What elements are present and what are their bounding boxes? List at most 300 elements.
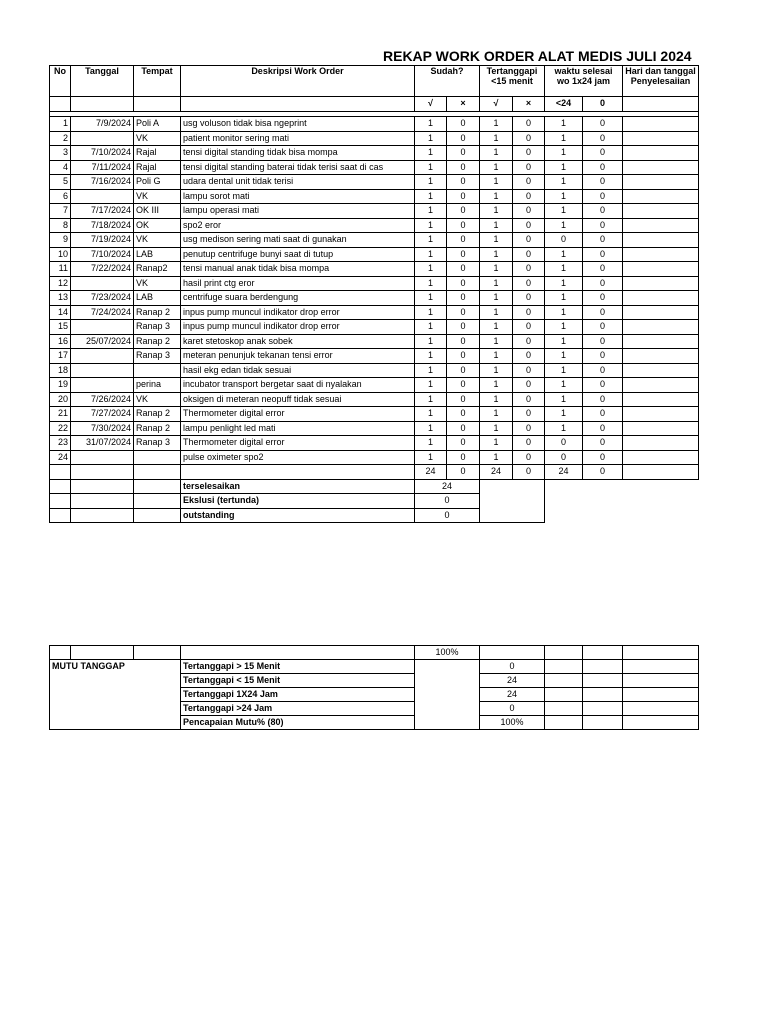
cell-tanggal: 7/30/2024 [71,421,134,436]
cell-waktu-zero: 0 [583,218,623,233]
cell-deskripsi: incubator transport bergetar saat di nyalakan [181,378,415,393]
cell-tertanggapi-check: 1 [480,262,513,277]
cell-tertanggapi-check: 1 [480,363,513,378]
cell-waktu-zero: 0 [583,189,623,204]
total-tertanggapi-check: 24 [480,465,513,480]
cell-tempat: LAB [134,247,181,262]
cell-tertanggapi-check: 1 [480,421,513,436]
cell-tertanggapi-check: 1 [480,131,513,146]
cell-tertanggapi-cross: 0 [513,160,545,175]
cell-tanggal [71,189,134,204]
cell-tempat: Ranap 2 [134,421,181,436]
cell-no: 16 [50,334,71,349]
cell-hari-tanggal [623,436,699,451]
cell-waktu-zero: 0 [583,320,623,335]
subheader-lt24: <24 [545,97,583,112]
cell-deskripsi: usg medison sering mati saat di gunakan [181,233,415,248]
cell-tanggal: 7/17/2024 [71,204,134,219]
cell-sudah-cross: 0 [447,320,480,335]
mutu-table [49,645,699,730]
cell-waktu-zero: 0 [583,407,623,422]
cell-tertanggapi-check: 1 [480,436,513,451]
table-row [50,378,699,393]
cell-sudah-check: 1 [415,262,447,277]
cell-tanggal: 7/11/2024 [71,160,134,175]
cell-no: 2 [50,131,71,146]
cell-tempat: VK [134,131,181,146]
cell-tertanggapi-cross: 0 [513,131,545,146]
cell-tanggal: 7/26/2024 [71,392,134,407]
cell-hari-tanggal [623,160,699,175]
summary-label: terselesaikan [181,479,415,494]
cell-waktu-lt24: 0 [545,233,583,248]
subheader-blank [71,97,134,112]
cell-deskripsi: spo2 eror [181,218,415,233]
table-row [50,218,699,233]
cell-waktu-zero: 0 [583,131,623,146]
cell-tertanggapi-check: 1 [480,305,513,320]
cell-sudah-cross: 0 [447,175,480,190]
header-hari-tanggal [623,66,699,97]
subheader-check: √ [480,97,513,112]
cell-no: 5 [50,175,71,190]
cell-tertanggapi-cross: 0 [513,291,545,306]
header-waktu-selesai [545,66,623,97]
cell-tertanggapi-cross: 0 [513,378,545,393]
cell-tempat: Rajal [134,160,181,175]
cell-tertanggapi-check: 1 [480,407,513,422]
cell-tertanggapi-check: 1 [480,291,513,306]
cell-tertanggapi-cross: 0 [513,117,545,132]
cell-tertanggapi-check: 1 [480,378,513,393]
cell-waktu-zero: 0 [583,363,623,378]
cell-tanggal [71,349,134,364]
summary-value: 0 [415,494,480,509]
cell-hari-tanggal [623,189,699,204]
cell-waktu-lt24: 1 [545,276,583,291]
cell-tertanggapi-check: 1 [480,175,513,190]
header-tertanggapi-line1: Tertanggapi [486,66,538,76]
mutu-row-value: 0 [480,702,545,716]
cell-no: 13 [50,291,71,306]
cell-no: 4 [50,160,71,175]
cell-waktu-zero: 0 [583,262,623,277]
total-waktu-lt24: 24 [545,465,583,480]
cell-deskripsi: Thermometer digital error [181,407,415,422]
mutu-label: MUTU TANGGAP [50,660,181,730]
summary-value: 0 [415,508,480,523]
cell-sudah-cross: 0 [447,305,480,320]
cell-waktu-lt24: 1 [545,218,583,233]
summary-label: outstanding [181,508,415,523]
cell-deskripsi: Thermometer digital error [181,436,415,451]
cell-sudah-cross: 0 [447,247,480,262]
header-hari-line2: Penyelesaiian [630,76,691,86]
mutu-row-label: Tertanggapi >24 Jam [181,702,415,716]
cell-waktu-lt24: 1 [545,349,583,364]
cell-hari-tanggal [623,146,699,161]
table-row [50,262,699,277]
header-waktu-line1: waktu selesai [554,66,613,76]
cell-sudah-check: 1 [415,305,447,320]
cell-deskripsi: tensi digital standing tidak bisa mompa [181,146,415,161]
cell-tertanggapi-cross: 0 [513,146,545,161]
cell-hari-tanggal [623,349,699,364]
cell-tempat: VK [134,392,181,407]
cell-sudah-check: 1 [415,204,447,219]
cell-tanggal: 7/9/2024 [71,117,134,132]
header-tertanggapi-line2: <15 menit [491,76,533,86]
subheader-check: √ [415,97,447,112]
cell-tempat [134,450,181,465]
cell-waktu-lt24: 1 [545,131,583,146]
cell-deskripsi: pulse oximeter spo2 [181,450,415,465]
cell-tempat [134,363,181,378]
cell-tempat: VK [134,189,181,204]
cell-tertanggapi-check: 1 [480,392,513,407]
cell-waktu-zero: 0 [583,146,623,161]
cell-tertanggapi-check: 1 [480,349,513,364]
cell-waktu-zero: 0 [583,247,623,262]
cell-tertanggapi-cross: 0 [513,363,545,378]
header-no: No [50,66,71,97]
cell-tempat: Ranap 2 [134,407,181,422]
cell-waktu-lt24: 1 [545,407,583,422]
summary-value: 24 [415,479,480,494]
cell-waktu-lt24: 1 [545,291,583,306]
cell-deskripsi: inpus pump muncul indikator drop error [181,320,415,335]
cell-hari-tanggal [623,233,699,248]
cell-tertanggapi-cross: 0 [513,262,545,277]
cell-tempat: OK III [134,204,181,219]
cell-sudah-check: 1 [415,450,447,465]
cell-tempat: Ranap 2 [134,305,181,320]
cell-hari-tanggal [623,378,699,393]
mutu-row-label: Pencapaian Mutu% (80) [181,716,415,730]
cell-waktu-lt24: 1 [545,378,583,393]
cell-tertanggapi-check: 1 [480,160,513,175]
cell-sudah-cross: 0 [447,334,480,349]
table-row [50,233,699,248]
cell-waktu-zero: 0 [583,349,623,364]
work-order-table [49,65,699,523]
table-row [50,204,699,219]
cell-tempat: VK [134,276,181,291]
cell-tanggal: 7/27/2024 [71,407,134,422]
cell-sudah-cross: 0 [447,117,480,132]
table-row [50,392,699,407]
cell-waktu-lt24: 1 [545,146,583,161]
table-row [50,146,699,161]
cell-deskripsi: patient monitor sering mati [181,131,415,146]
cell-deskripsi: oksigen di meteran neopuff tidak sesuai [181,392,415,407]
cell-sudah-cross: 0 [447,392,480,407]
cell-no: 17 [50,349,71,364]
table-row [50,160,699,175]
cell-no: 8 [50,218,71,233]
cell-hari-tanggal [623,262,699,277]
cell-waktu-lt24: 1 [545,392,583,407]
cell-sudah-check: 1 [415,421,447,436]
header-hari-line1: Hari dan tanggal [625,66,696,76]
summary-label: Ekslusi (tertunda) [181,494,415,509]
subheader-blank [50,97,71,112]
header-tanggal: Tanggal [71,66,134,97]
cell-waktu-lt24: 1 [545,320,583,335]
cell-waktu-zero: 0 [583,421,623,436]
mutu-row [50,660,699,674]
cell-waktu-lt24: 1 [545,262,583,277]
cell-tempat: Ranap 2 [134,334,181,349]
cell-waktu-zero: 0 [583,392,623,407]
cell-tempat: Ranap 3 [134,320,181,335]
cell-deskripsi: hasil ekg edan tidak sesuai [181,363,415,378]
cell-sudah-check: 1 [415,160,447,175]
cell-deskripsi: hasil print ctg eror [181,276,415,291]
cell-tertanggapi-check: 1 [480,233,513,248]
totals-row [50,465,699,480]
cell-sudah-cross: 0 [447,262,480,277]
cell-tertanggapi-cross: 0 [513,392,545,407]
cell-tertanggapi-cross: 0 [513,233,545,248]
mutu-row-value: 24 [480,674,545,688]
cell-hari-tanggal [623,131,699,146]
table-row [50,436,699,451]
table-row [50,291,699,306]
cell-waktu-zero: 0 [583,117,623,132]
cell-tempat: LAB [134,291,181,306]
mutu-row-value: 0 [480,660,545,674]
header-tertanggapi [480,66,545,97]
cell-tertanggapi-cross: 0 [513,218,545,233]
cell-hari-tanggal [623,175,699,190]
cell-no: 23 [50,436,71,451]
cell-sudah-check: 1 [415,189,447,204]
cell-sudah-cross: 0 [447,233,480,248]
cell-tanggal: 25/07/2024 [71,334,134,349]
cell-sudah-check: 1 [415,334,447,349]
table-row [50,363,699,378]
cell-tanggal [71,450,134,465]
cell-sudah-check: 1 [415,407,447,422]
mutu-top-row [50,646,699,660]
cell-tertanggapi-cross: 0 [513,450,545,465]
cell-tanggal [71,378,134,393]
cell-sudah-check: 1 [415,247,447,262]
cell-tanggal: 7/10/2024 [71,247,134,262]
cell-no: 20 [50,392,71,407]
cell-tertanggapi-check: 1 [480,146,513,161]
cell-hari-tanggal [623,291,699,306]
cell-sudah-check: 1 [415,320,447,335]
cell-hari-tanggal [623,392,699,407]
cell-waktu-zero: 0 [583,276,623,291]
cell-sudah-cross: 0 [447,363,480,378]
header-sudah: Sudah? [415,66,480,97]
cell-tertanggapi-check: 1 [480,276,513,291]
cell-tertanggapi-cross: 0 [513,175,545,190]
total-tertanggapi-cross: 0 [513,465,545,480]
cell-tertanggapi-check: 1 [480,117,513,132]
table-row [50,305,699,320]
cell-waktu-zero: 0 [583,450,623,465]
cell-tanggal [71,131,134,146]
cell-deskripsi: udara dental unit tidak terisi [181,175,415,190]
cell-deskripsi: usg voluson tidak bisa ngeprint [181,117,415,132]
cell-deskripsi: lampu operasi mati [181,204,415,219]
header-deskripsi: Deskripsi Work Order [181,66,415,97]
cell-hari-tanggal [623,218,699,233]
cell-tertanggapi-check: 1 [480,320,513,335]
cell-hari-tanggal [623,421,699,436]
table-row [50,407,699,422]
table-row [50,349,699,364]
table-row [50,189,699,204]
cell-tertanggapi-cross: 0 [513,320,545,335]
cell-waktu-lt24: 0 [545,450,583,465]
cell-waktu-lt24: 1 [545,247,583,262]
cell-sudah-cross: 0 [447,189,480,204]
cell-waktu-zero: 0 [583,436,623,451]
cell-deskripsi: penutup centrifuge bunyi saat di tutup [181,247,415,262]
cell-tanggal: 7/10/2024 [71,146,134,161]
cell-sudah-cross: 0 [447,218,480,233]
table-row [50,276,699,291]
cell-waktu-lt24: 1 [545,117,583,132]
cell-waktu-zero: 0 [583,334,623,349]
table-row [50,117,699,132]
table-body [50,117,699,465]
header-tempat: Tempat [134,66,181,97]
cell-tertanggapi-cross: 0 [513,204,545,219]
cell-hari-tanggal [623,247,699,262]
cell-sudah-check: 1 [415,378,447,393]
cell-deskripsi: karet stetoskop anak sobek [181,334,415,349]
cell-tanggal [71,276,134,291]
cell-tanggal: 31/07/2024 [71,436,134,451]
cell-sudah-cross: 0 [447,407,480,422]
subheader-blank [181,97,415,112]
cell-tanggal [71,363,134,378]
cell-sudah-cross: 0 [447,291,480,306]
cell-hari-tanggal [623,117,699,132]
cell-waktu-zero: 0 [583,291,623,306]
subheader-blank [623,97,699,112]
cell-waktu-zero: 0 [583,378,623,393]
cell-sudah-check: 1 [415,349,447,364]
table-row [50,320,699,335]
cell-no: 21 [50,407,71,422]
cell-sudah-cross: 0 [447,146,480,161]
cell-hari-tanggal [623,320,699,335]
table-row [50,450,699,465]
cell-waktu-lt24: 1 [545,334,583,349]
cell-no: 19 [50,378,71,393]
cell-no: 3 [50,146,71,161]
cell-hari-tanggal [623,450,699,465]
cell-sudah-cross: 0 [447,160,480,175]
cell-tertanggapi-check: 1 [480,204,513,219]
cell-sudah-cross: 0 [447,131,480,146]
cell-deskripsi: tensi manual anak tidak bisa mompa [181,262,415,277]
cell-tempat: Poli G [134,175,181,190]
cell-sudah-cross: 0 [447,276,480,291]
cell-tanggal: 7/22/2024 [71,262,134,277]
cell-sudah-check: 1 [415,291,447,306]
cell-tertanggapi-check: 1 [480,218,513,233]
table-footer [50,465,699,523]
cell-tertanggapi-cross: 0 [513,349,545,364]
table-row [50,334,699,349]
cell-tertanggapi-check: 1 [480,247,513,262]
cell-sudah-check: 1 [415,392,447,407]
cell-no: 1 [50,117,71,132]
cell-tertanggapi-cross: 0 [513,436,545,451]
cell-deskripsi: centrifuge suara berdengung [181,291,415,306]
cell-deskripsi: lampu penlight led mati [181,421,415,436]
cell-waktu-lt24: 0 [545,436,583,451]
cell-sudah-cross: 0 [447,378,480,393]
cell-waktu-lt24: 1 [545,175,583,190]
page-title: REKAP WORK ORDER ALAT MEDIS JULI 2024 [383,48,692,64]
mutu-row-label: Tertanggapi < 15 Menit [181,674,415,688]
cell-no: 24 [50,450,71,465]
cell-no: 10 [50,247,71,262]
cell-no: 18 [50,363,71,378]
mutu-row-label: Tertanggapi 1X24 Jam [181,688,415,702]
cell-tertanggapi-cross: 0 [513,407,545,422]
cell-tertanggapi-cross: 0 [513,247,545,262]
cell-tanggal: 7/23/2024 [71,291,134,306]
cell-tertanggapi-cross: 0 [513,189,545,204]
cell-waktu-lt24: 1 [545,160,583,175]
cell-waktu-zero: 0 [583,305,623,320]
cell-hari-tanggal [623,276,699,291]
summary-row [50,479,699,494]
cell-deskripsi: meteran penunjuk tekanan tensi error [181,349,415,364]
subheader-cross: × [447,97,480,112]
cell-no: 7 [50,204,71,219]
cell-deskripsi: lampu sorot mati [181,189,415,204]
cell-sudah-check: 1 [415,117,447,132]
cell-waktu-zero: 0 [583,175,623,190]
cell-no: 11 [50,262,71,277]
cell-no: 9 [50,233,71,248]
cell-no: 15 [50,320,71,335]
cell-waktu-zero: 0 [583,160,623,175]
table-row [50,247,699,262]
cell-tanggal [71,320,134,335]
subheader-cross: × [513,97,545,112]
mutu-row-value: 24 [480,688,545,702]
total-sudah-cross: 0 [447,465,480,480]
cell-waktu-lt24: 1 [545,305,583,320]
cell-tertanggapi-cross: 0 [513,334,545,349]
cell-tempat: Rajal [134,146,181,161]
cell-tempat: Poli A [134,117,181,132]
cell-no: 22 [50,421,71,436]
cell-hari-tanggal [623,407,699,422]
mutu-top-percent: 100% [415,646,480,660]
cell-no: 6 [50,189,71,204]
cell-tempat: OK [134,218,181,233]
cell-deskripsi: tensi digital standing baterai tidak terisi saat di cas [181,160,415,175]
cell-sudah-cross: 0 [447,204,480,219]
cell-hari-tanggal [623,204,699,219]
cell-sudah-cross: 0 [447,450,480,465]
cell-waktu-lt24: 1 [545,421,583,436]
cell-hari-tanggal [623,305,699,320]
